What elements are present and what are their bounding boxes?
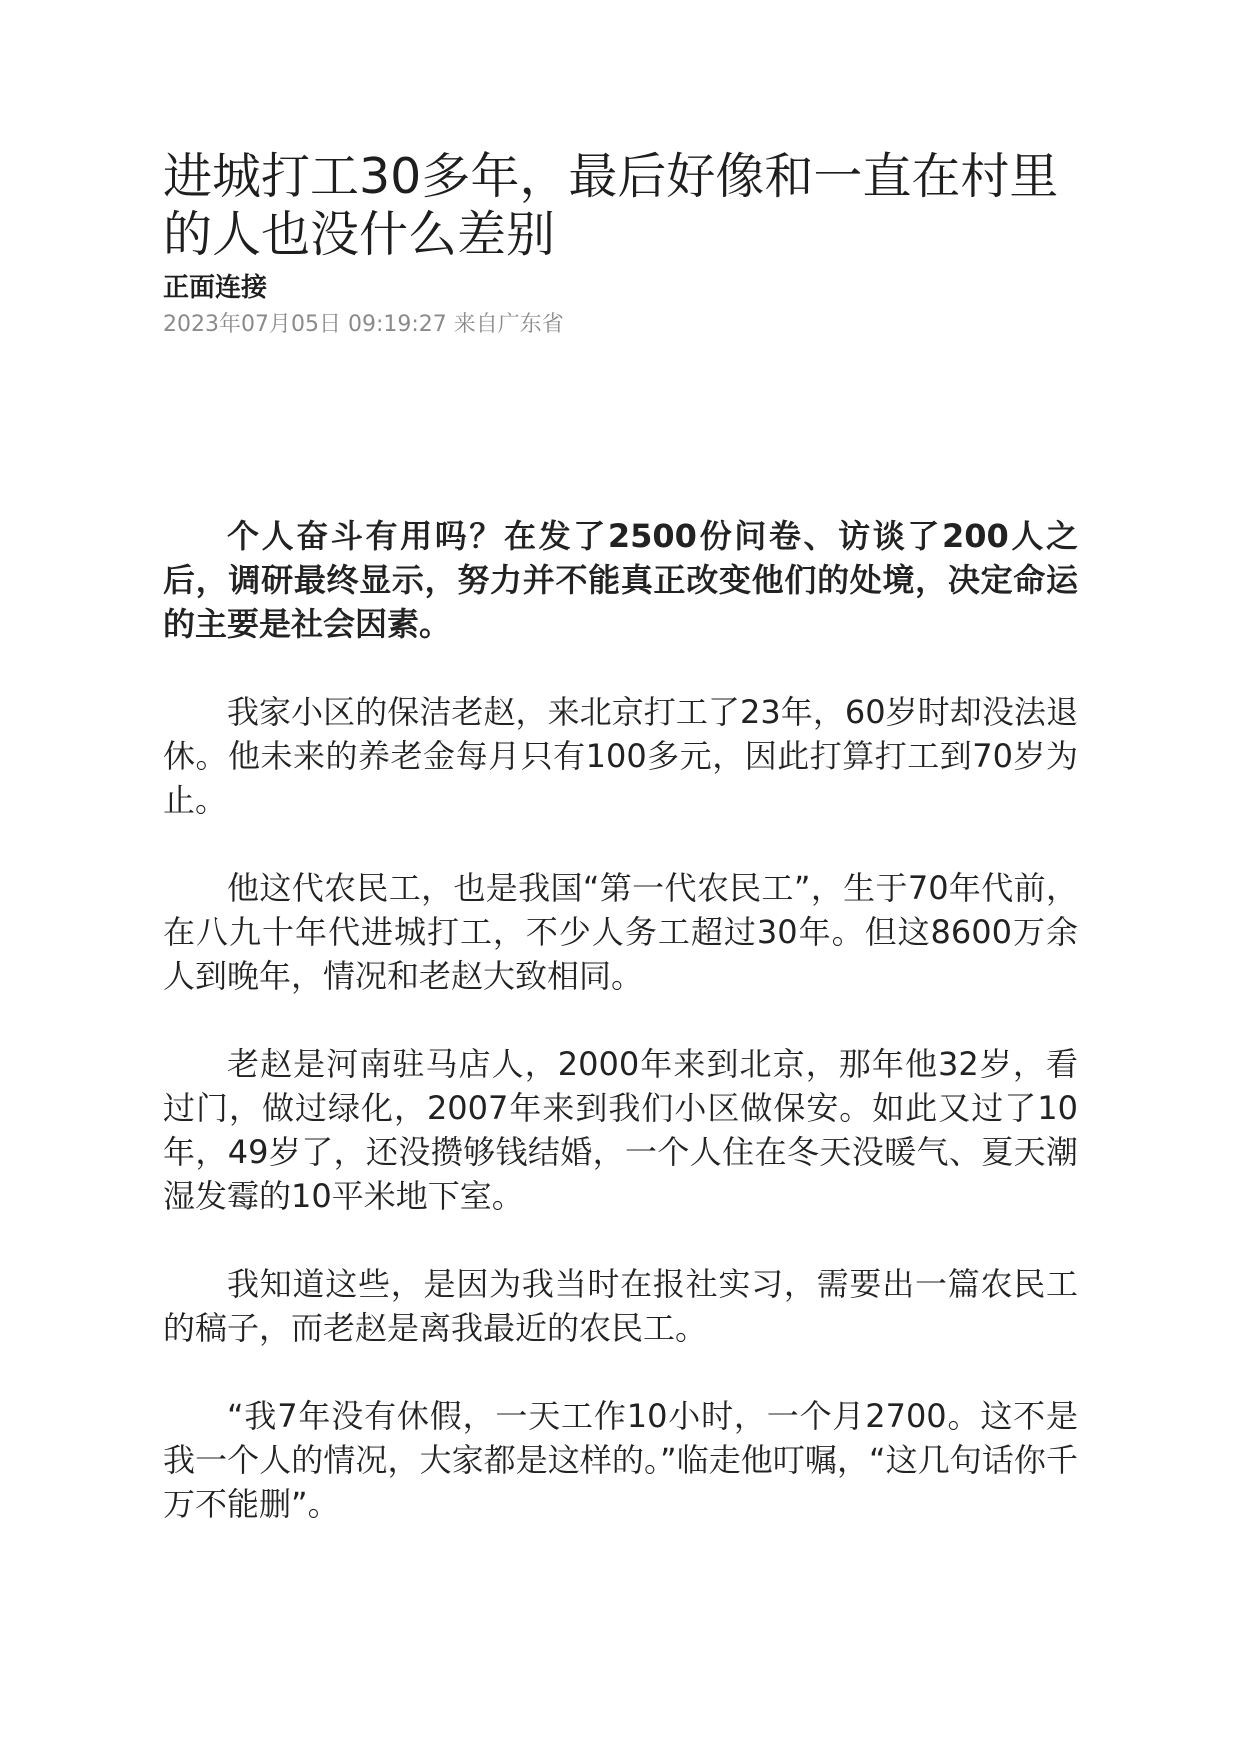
author-name[interactable]: 正面连接 (163, 273, 268, 303)
lead-paragraph: 个人奋斗有用吗？在发了2500份问卷、访谈了200人之后，调研最终显示，努力并不能真正改变他们的处境，决定命运的主要是社会因素。 (163, 517, 1078, 643)
publish-location: 来自广东省 (453, 312, 564, 337)
paragraph: 老赵是河南驻马店人，2000年来到北京，那年他32岁，看过门，做过绿化，2007年来到我们小区做保安。如此又过了10年，49岁了，还没攒够钱结婚，一个人住在冬天没暖气、夏天潮湿发霉的10平米地下室。 (163, 1045, 1078, 1215)
paragraph: 他这代农民工，也是我国“第一代农民工”，生于70年代前，在八九十年代进城打工，不少人务工超过30年。但这8600万余人到晚年，情况和老赵大致相同。 (163, 869, 1078, 995)
paragraph: 我家小区的保洁老赵，来北京打工了23年，60岁时却没法退休。他未来的养老金每月只有100多元，因此打算打工到70岁为止。 (163, 693, 1078, 819)
paragraph: “我7年没有休假，一天工作10小时，一个月2700。这不是我一个人的情况，大家都是这样的。”临走他叮嘱，“这几句话你千万不能删”。 (163, 1397, 1078, 1523)
article-title: 进城打工30多年，最后好像和一直在村里的人也没什么差别 (163, 148, 1059, 263)
paragraph: 我知道这些，是因为我当时在报社实习，需要出一篇农民工的稿子，而老赵是离我最近的农民工。 (163, 1265, 1078, 1347)
article-meta (163, 310, 564, 340)
publish-date: 2023年07月05日 (163, 312, 341, 337)
article-body (163, 514, 1078, 1570)
publish-time: 09:19:27 (347, 312, 447, 337)
